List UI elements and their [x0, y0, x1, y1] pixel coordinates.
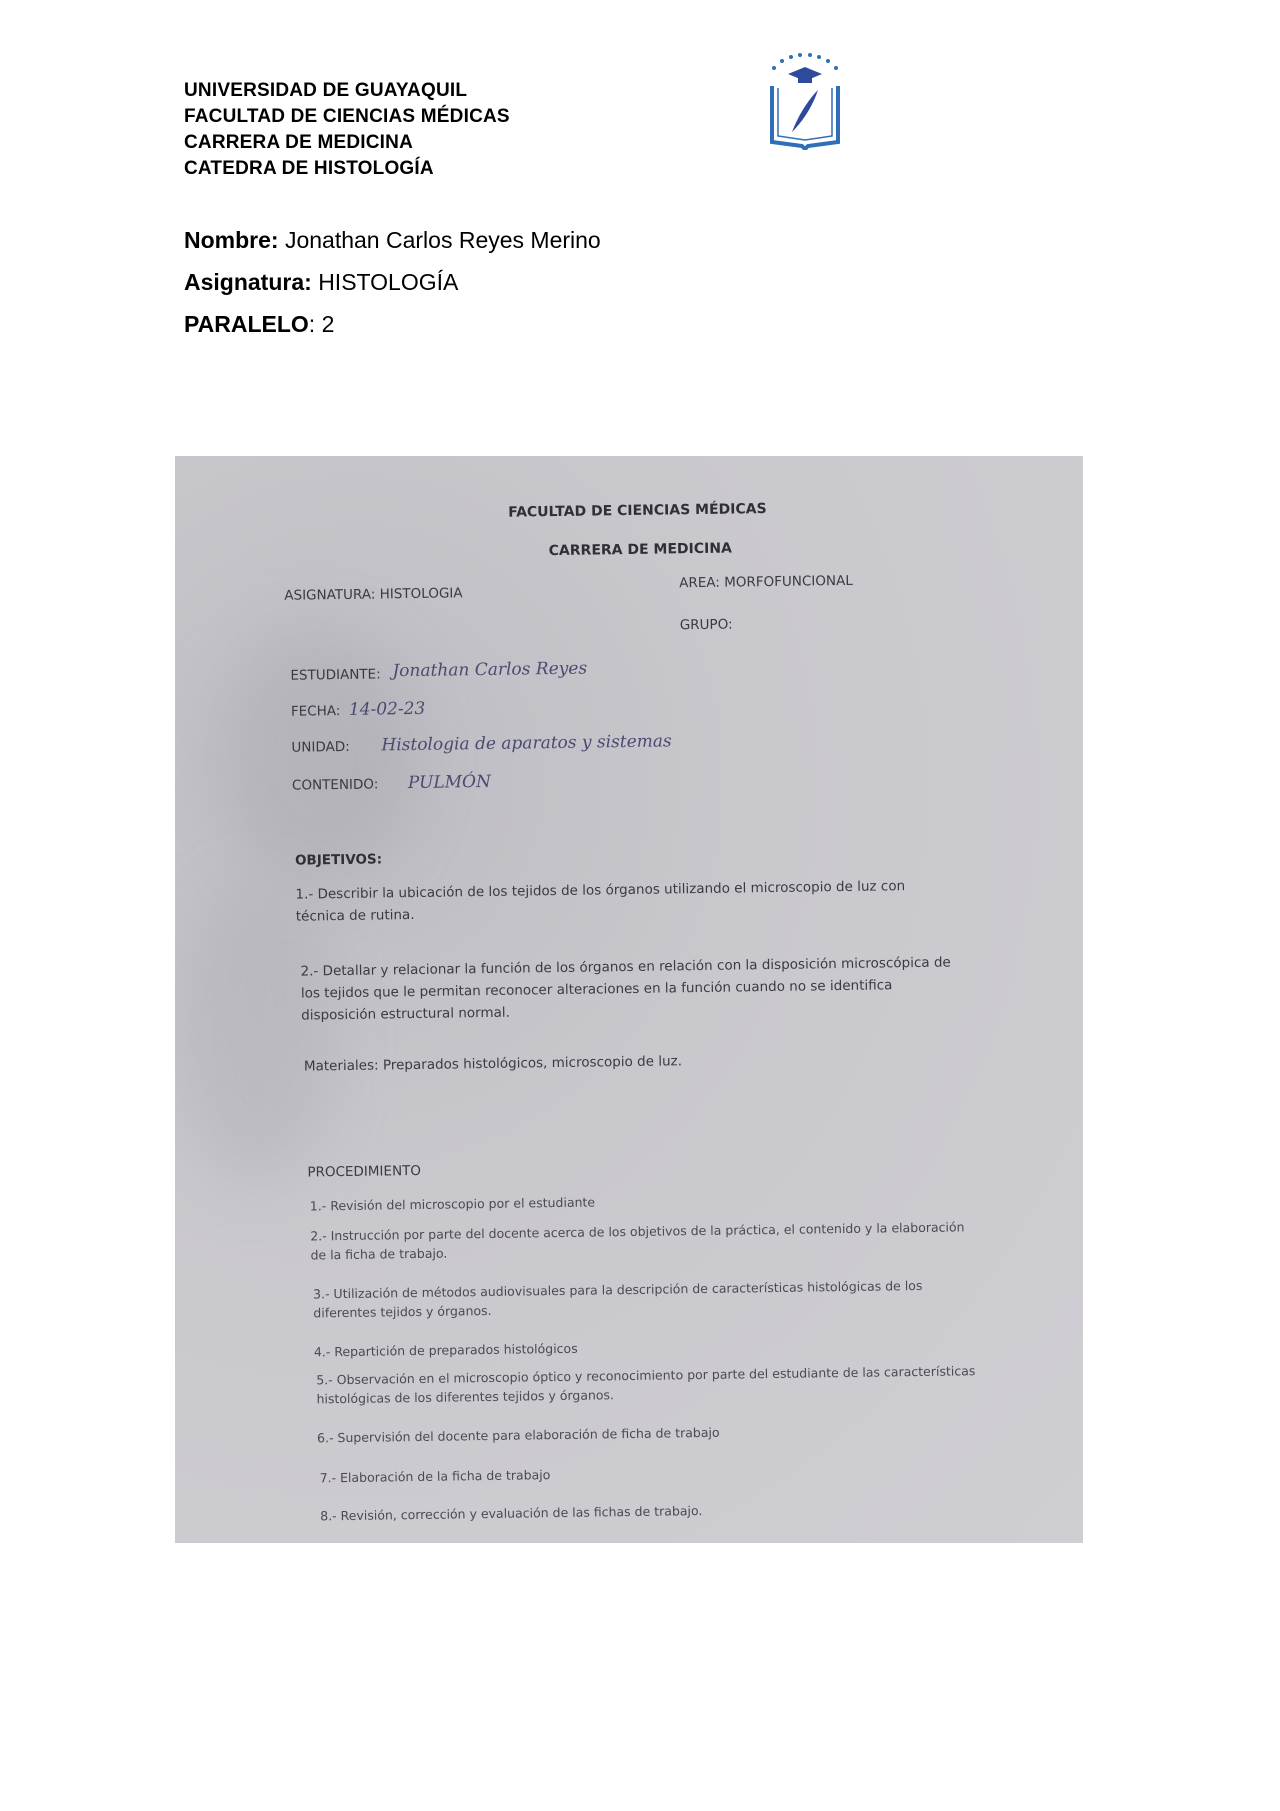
- header-department: CATEDRA DE HISTOLOGÍA: [184, 158, 434, 179]
- sheet-area: AREA: MORFOFUNCIONAL: [679, 572, 853, 592]
- header-faculty: FACULTAD DE CIENCIAS MÉDICAS: [184, 106, 510, 127]
- unidad-label: UNIDAD:: [291, 738, 350, 756]
- asignatura-label: Asignatura:: [184, 269, 312, 295]
- proc-step-1: 1.- Revisión del microscopio por el estudiante: [309, 1194, 596, 1214]
- objetivos-title: OBJETIVOS:: [294, 851, 383, 869]
- worksheet: [175, 456, 1083, 1543]
- scanned-worksheet-photo: [175, 456, 1083, 1543]
- field-asignatura: [184, 268, 601, 310]
- proc-step-5: 5.- Observación en el microscopio óptico y reconocimiento por parte del estudiante de las características histológicas de los diferentes tejidos y órganos.: [316, 1363, 976, 1407]
- fecha-label: FECHA:: [290, 703, 341, 720]
- header-university: UNIVERSIDAD DE GUAYAQUIL: [184, 80, 468, 101]
- unidad-handwritten: Histologia de aparatos y sistemas: [381, 731, 672, 756]
- sheet-asignatura: ASIGNATURA: HISTOLOGIA: [284, 585, 463, 604]
- asignatura-value: HISTOLOGÍA: [318, 269, 459, 295]
- university-logo-icon: [760, 50, 850, 150]
- field-paralelo: [184, 310, 601, 352]
- estudiante-handwritten: Jonathan Carlos Reyes: [392, 658, 588, 682]
- estudiante-label: ESTUDIANTE:: [290, 666, 381, 684]
- paralelo-value: : 2: [308, 311, 335, 337]
- institution-header: [184, 78, 744, 182]
- paralelo-label: PARALELO: [184, 311, 309, 337]
- field-nombre: [184, 226, 601, 268]
- proc-step-7: 7.- Elaboración de la ficha de trabajo: [319, 1467, 551, 1486]
- materiales: Materiales: Preparados histológicos, microscopio de luz.: [303, 1053, 683, 1075]
- contenido-label: CONTENIDO:: [291, 776, 379, 794]
- fecha-handwritten: 14-02-23: [348, 698, 426, 720]
- header-career: CARRERA DE MEDICINA: [184, 132, 413, 153]
- proc-step-2: 2.- Instrucción por parte del docente acerca de los objetivos de la práctica, el contenido y la elaboración de la ficha de trabajo.: [310, 1219, 965, 1263]
- proc-step-6: 6.- Supervisión del docente para elaboración de ficha de trabajo: [316, 1424, 720, 1446]
- sheet-grupo: GRUPO:: [679, 616, 733, 634]
- nombre-value: Jonathan Carlos Reyes Merino: [284, 227, 601, 253]
- contenido-handwritten: PULMÓN: [407, 771, 492, 794]
- sheet-faculty: FACULTAD DE CIENCIAS MÉDICAS: [508, 501, 767, 521]
- procedimiento-title: PROCEDIMIENTO: [307, 1162, 422, 1181]
- proc-step-4: 4.- Repartición de preparados histológicos: [313, 1340, 578, 1360]
- objetivo-2: 2.- Detallar y relacionar la función de los órganos en relación con la disposición microscópica de los tejidos que le permitan reconocer alteraciones en la función cuando no se identifica disposición estructural normal.: [300, 954, 951, 1024]
- proc-step-3: 3.- Utilización de métodos audiovisuales para la descripción de características histológicas de los diferentes tejidos y órganos.: [312, 1277, 923, 1321]
- student-fields: [184, 226, 601, 352]
- sheet-career: CARRERA DE MEDICINA: [548, 540, 732, 560]
- objetivo-1: 1.- Describir la ubicación de los tejidos de los órganos utilizando el microscopio de luz con técnica de rutina.: [295, 878, 906, 925]
- proc-step-8: 8.- Revisión, corrección y evaluación de las fichas de trabajo.: [320, 1503, 703, 1524]
- nombre-label: Nombre:: [184, 227, 279, 253]
